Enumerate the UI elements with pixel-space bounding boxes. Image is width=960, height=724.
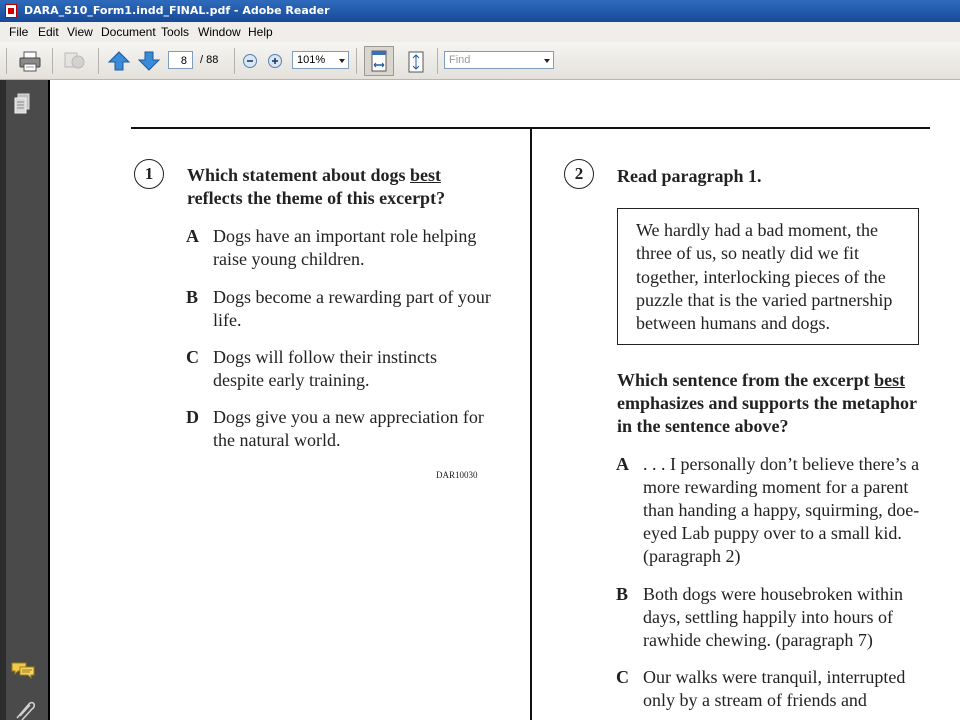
q2-option-a-line2[interactable]: more rewarding moment for a parent (643, 477, 909, 497)
previous-page-button[interactable] (107, 50, 131, 72)
question-2-intro: Read paragraph 1. (617, 166, 762, 186)
toolbar-separator (437, 48, 438, 74)
q1-option-c-line1[interactable]: Dogs will follow their instincts (213, 347, 437, 367)
next-page-button[interactable] (137, 50, 161, 72)
menu-window[interactable]: Window (198, 25, 241, 39)
pages-icon (13, 92, 33, 116)
toolbar-separator (98, 48, 99, 74)
column-divider (530, 128, 532, 720)
question-1-number: 1 (134, 159, 164, 189)
passage-line: We hardly had a bad moment, the (636, 220, 878, 240)
q1-option-c-line2[interactable]: despite early training. (213, 370, 370, 390)
q1-option-a-line2[interactable]: raise young children. (213, 249, 365, 269)
fit-width-button[interactable] (364, 46, 394, 76)
q2-option-b-line2[interactable]: days, settling happily into hours of (643, 607, 893, 627)
q1-option-d-line2[interactable]: the natural world. (213, 430, 341, 450)
zoom-out-icon (242, 53, 258, 69)
window-title-bar (0, 0, 960, 22)
q1-option-b-line2[interactable]: life. (213, 310, 242, 330)
q1-option-c-letter[interactable]: C (186, 347, 199, 367)
arrow-down-icon (137, 50, 161, 72)
question-2-stem-line3: in the sentence above? (617, 416, 789, 436)
q1-option-d-line1[interactable]: Dogs give you a new appreciation for (213, 407, 484, 427)
q2-option-a-letter[interactable]: A (616, 454, 629, 474)
zoom-in-icon (267, 53, 283, 69)
comment-bubbles-icon (10, 660, 36, 680)
q1-option-b-letter[interactable]: B (186, 287, 199, 307)
q2-option-a-line4[interactable]: eyed Lab puppy over to a small kid. (643, 523, 902, 543)
fit-page-button[interactable] (402, 48, 430, 76)
toolbar-grip (6, 48, 7, 74)
menu-file[interactable]: File (9, 25, 29, 39)
toolbar (0, 42, 960, 80)
menu-help[interactable]: Help (248, 25, 273, 39)
toolbar-separator (234, 48, 235, 74)
comments-panel-button[interactable] (10, 660, 36, 680)
question-1-stem-line2: reflects the theme of this excerpt? (187, 188, 446, 208)
q2-option-c-letter[interactable]: C (616, 667, 629, 687)
passage-line: together, interlocking pieces of the (636, 266, 886, 287)
paperclip-icon (12, 698, 36, 720)
question-1-stem-emphasis: best (410, 165, 442, 185)
fit-page-icon (402, 48, 430, 76)
collaborate-button[interactable] (60, 48, 88, 74)
passage-line: three of us, so neatly did we fit (636, 243, 859, 264)
pdf-file-icon (5, 4, 17, 18)
question-2-stem-line1 (617, 369, 905, 392)
menu-view[interactable]: View (67, 25, 93, 39)
find-input[interactable] (444, 51, 554, 69)
q2-option-a-line1[interactable]: . . . I personally don’t believe there’s a (643, 454, 920, 474)
toolbar-separator (52, 48, 53, 74)
passage-excerpt-box (617, 208, 919, 345)
q1-option-d-letter[interactable]: D (186, 407, 199, 427)
window-title: DARA_S10_Form1.indd_FINAL.pdf - Adobe Reader (24, 4, 330, 17)
fit-width-icon (365, 47, 393, 75)
menu-bar (0, 22, 960, 42)
question-2-stem-pre: Which sentence from the excerpt (617, 370, 875, 390)
collaborate-icon (60, 48, 88, 74)
question-1-stem-line1 (187, 164, 441, 187)
q2-option-b-line1[interactable]: Both dogs were housebroken within (643, 584, 903, 604)
question-2-stem-emphasis: best (874, 370, 906, 390)
q1-option-b-line1[interactable]: Dogs become a rewarding part of your (213, 287, 491, 307)
item-code: DAR10030 (436, 470, 478, 480)
question-2-stem-line2: emphasizes and supports the metaphor (617, 393, 918, 413)
question-1-stem-pre: Which statement about dogs (187, 165, 411, 185)
zoom-level-value: 101% (297, 54, 326, 66)
q1-option-a-letter[interactable]: A (186, 226, 199, 246)
navigation-panel (0, 80, 48, 720)
toolbar-separator (356, 48, 357, 74)
menu-edit[interactable]: Edit (38, 25, 59, 39)
q2-option-a-line5[interactable]: (paragraph 2) (643, 546, 741, 566)
zoom-level-select[interactable] (292, 51, 349, 69)
find-placeholder: Find (449, 54, 471, 66)
chevron-down-icon (339, 59, 345, 63)
menu-document[interactable]: Document (101, 25, 156, 39)
printer-icon (16, 48, 44, 74)
arrow-up-icon (107, 50, 131, 72)
chevron-down-icon (544, 59, 550, 63)
question-2-number: 2 (564, 159, 594, 189)
q2-option-b-letter[interactable]: B (616, 584, 629, 604)
q2-option-a-line3[interactable]: than handing a happy, squirming, doe- (643, 500, 920, 520)
q1-option-a-line1[interactable]: Dogs have an important role helping (213, 226, 477, 246)
q2-option-c-line2[interactable]: only by a stream of friends and (643, 690, 867, 710)
page-number-input[interactable]: 8 (168, 51, 193, 69)
pages-panel-button[interactable] (13, 92, 33, 116)
zoom-in-button[interactable] (267, 53, 283, 69)
zoom-out-button[interactable] (242, 53, 258, 69)
q2-option-b-line3[interactable]: rawhide chewing. (paragraph 7) (643, 630, 873, 650)
panel-edge (0, 80, 6, 720)
page-count: / 88 (200, 54, 219, 66)
passage-line: between humans and dogs. (636, 313, 830, 334)
print-button[interactable] (16, 48, 44, 74)
attachments-panel-button[interactable] (12, 698, 36, 720)
menu-tools[interactable]: Tools (161, 25, 190, 39)
q2-option-c-line1[interactable]: Our walks were tranquil, interrupted (643, 667, 906, 687)
passage-line: puzzle that is the varied partnership (636, 289, 893, 310)
